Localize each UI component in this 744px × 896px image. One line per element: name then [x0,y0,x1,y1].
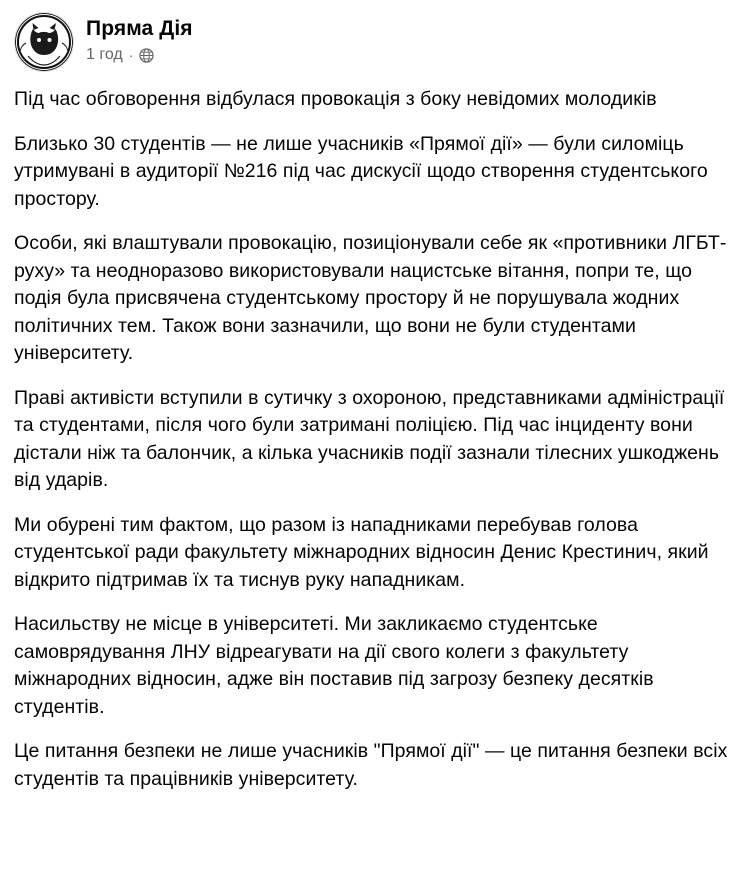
post-paragraph: Під час обговорення відбулася провокація з боку невідомих молодиків [14,88,657,110]
post-paragraph: Праві активісти вступили в сутичку з охороною, представниками адміністрації та студентами, після чого були затримані поліцією. Під час інциденту вони дістали ніж та балончик, а кілька учасників події зазнали тілесних ушкоджень від ударів. [14,386,725,491]
post-timestamp[interactable]: 1 год [86,46,123,63]
post-meta [86,45,193,65]
post-paragraph: Ми обурені тим фактом, що разом із нападниками перебував голова студентської ради факультету міжнародних відносин Денис Крестинич, який відкрито підтримав їх та тиснув руку нападникам. [14,513,709,591]
post-body [14,86,730,793]
meta-separator: · [128,47,134,63]
post-paragraph: Це питання безпеки не лише учасників "Прямої дії" — це питання безпеки всіх студентів та працівників університету. [14,740,728,790]
avatar[interactable] [14,12,74,72]
post-paragraph: Насильству не місце в університеті. Ми закликаємо студентське самоврядування ЛНУ відреагувати на дії свого колеги з факультету міжнародних відносин, адже він поставив під загрозу безпеку десятків студентів. [14,613,654,718]
post-header-text [86,12,193,65]
post-paragraph: Близько 30 студентів — не лише учасників «Прямої дії» — були силоміць утримувані в аудиторії №216 під час дискусії щодо створення студентського простору. [14,132,708,210]
globe-icon[interactable] [139,48,154,63]
post-paragraph: Особи, які влаштували провокацію, позиціонували себе як «противники ЛГБТ-руху» та неодноразово використовували нацистське вітання, попри те, що подія була присвячена студентському простору й не порушувала жодних політичних тем. Також вони зазначили, що вони не були студентами університету. [14,232,727,364]
post-header [14,12,730,72]
page-name[interactable]: Пряма Дія [86,17,193,40]
